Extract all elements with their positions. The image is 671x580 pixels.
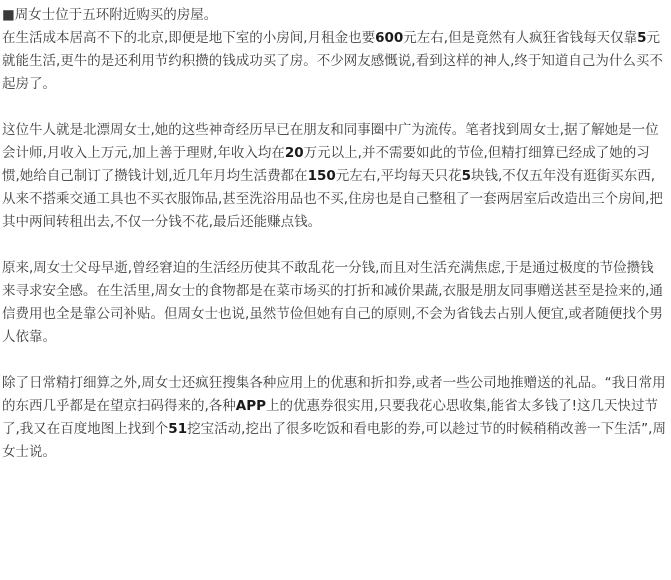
photo-caption: ■周女士位于五环附近购买的房屋。 [2, 7, 218, 23]
text-run: 万元以上,并不需要如此的节俭,但精打细算已经成了她的习惯,她给自己制订了攒钱计划,近几年月均生活费都在 [2, 145, 650, 184]
emphasized-number: 51 [168, 421, 188, 437]
text-run: 除了日常精打细算之外,周女士还疯狂搜集各种应用上的优惠和折扣券,或者一些公司地推赠送的礼品。“我日常用的东西几乎都是在望京扫码得来的,各种 [2, 375, 666, 414]
text-run: 这位牛人就是北漂周女士,她的这些神奇经历早已在朋友和同事圈中广为流传。笔者找到周女士,据了解她是一位会计师,月收入上万元,加上善于理财,年收入均在 [2, 122, 659, 161]
emphasized-number: 150 [307, 168, 336, 184]
text-run: 块钱,不仅五年没有逛街买东西,从来不搭乘交通工具也不买衣服饰品,甚至洗浴用品也不买,住房也是自己整租了一套两居室后改造出三个房间,把其中两间转租出去,不仅一分钱不花,最后还能赚点钱。 [2, 168, 663, 230]
paragraph-3 [2, 257, 667, 349]
emphasized-number: 600 [375, 30, 404, 46]
text-run: 元左右,平均每天只花 [335, 168, 462, 184]
paragraph-4 [2, 372, 667, 464]
emphasized-number: 5 [637, 30, 647, 46]
text-run: 元左右,但是竟然有人疯狂省钱每天仅靠 [403, 30, 638, 46]
text-run: 上的优惠券很实用,只要我花心思收集,能省太多钱了!这几天快过节了,我又在百度地图上找到个 [2, 398, 659, 437]
emphasized-number: 20 [284, 145, 304, 161]
text-run: 原来,周女士父母早逝,曾经窘迫的生活经历使其不敢乱花一分钱,而且对生活充满焦虑,于是通过极度的节俭攒钱来寻求安全感。在生活里,周女士的食物都是在菜市场买的打折和减价果蔬,衣服是朋友同事赠送甚至是捡来的,通信费用也全是靠公司补贴。但周女士也说,虽然节俭但她有自己的原则,不会为省钱去占别人便宜,或者随便找个男人依靠。 [2, 260, 663, 345]
emphasized-number: 5 [461, 168, 471, 184]
text-run: 在生活成本居高不下的北京,即便是地下室的小房间,月租金也要 [2, 30, 376, 46]
text-run: 元就能生活,更牛的是还利用节约积攒的钱成功买了房。不少网友感慨说,看到这样的神人,终于知道自己为什么买不起房了。 [2, 30, 663, 92]
paragraph-2 [2, 119, 667, 234]
text-run: 挖宝活动,挖出了很多吃饭和看电影的券,可以趁过节的时候稍稍改善一下生活”,周女士说。 [2, 421, 666, 460]
paragraph-1 [2, 27, 667, 96]
emphasized-number: APP [235, 398, 267, 414]
